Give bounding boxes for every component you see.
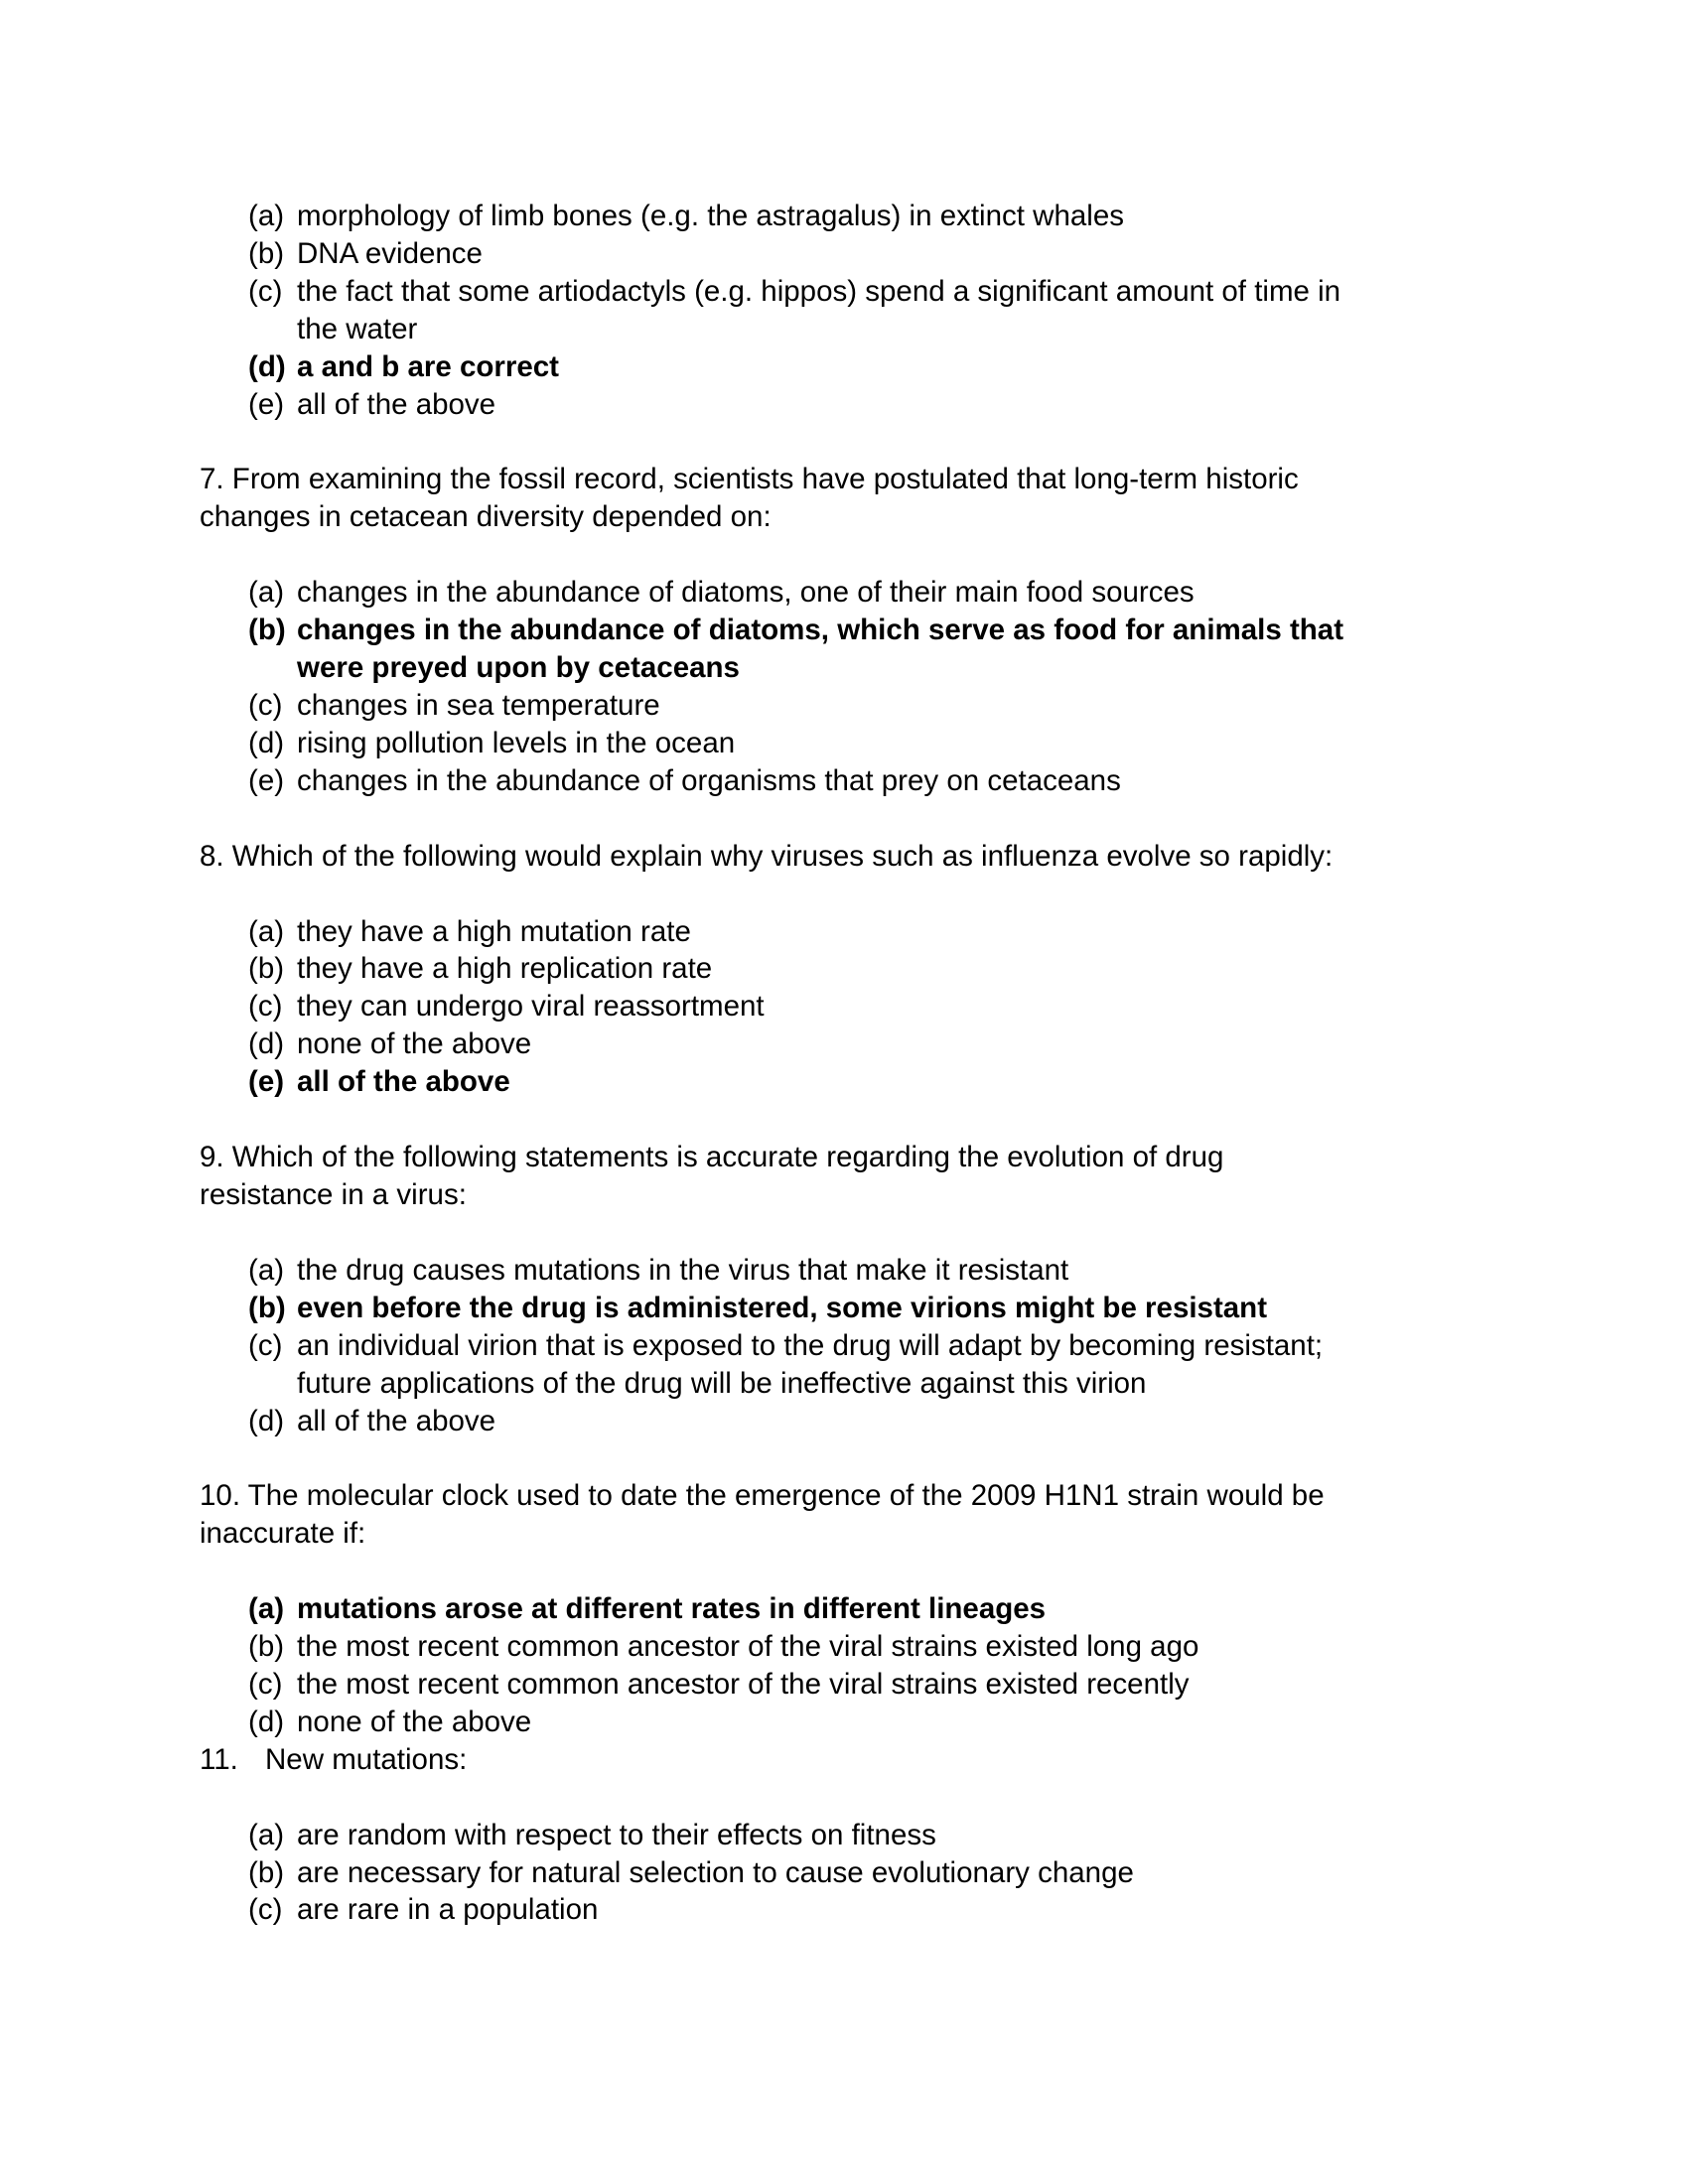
option-d — [0, 725, 1688, 762]
option-text: changes in sea temperature — [297, 688, 660, 722]
option-text: all of the above — [297, 387, 496, 421]
spacer — [0, 1439, 1688, 1477]
spacer — [0, 1553, 1688, 1590]
option-c — [0, 1327, 1688, 1365]
option-e-correct-answer — [0, 1063, 1688, 1101]
option-label: (a) — [248, 1253, 285, 1287]
option-d — [0, 1025, 1688, 1063]
option-b-correct-answer — [0, 1290, 1688, 1327]
spacer — [0, 1101, 1688, 1139]
option-c — [0, 687, 1688, 725]
option-b-correct-answer — [0, 612, 1688, 649]
option-text: none of the above — [297, 1705, 532, 1738]
spacer — [0, 536, 1688, 574]
option-label: (c) — [248, 1328, 283, 1362]
question-11 — [0, 1741, 1688, 1930]
option-e — [0, 386, 1688, 424]
option-text: changes in the abundance of diatoms, one of their main food sources — [297, 576, 1195, 610]
option-label: (b) — [248, 1291, 286, 1324]
option-label: (b) — [248, 1630, 285, 1664]
option-d — [0, 1704, 1688, 1741]
option-text: rising pollution levels in the ocean — [297, 726, 736, 759]
question-8 — [0, 838, 1688, 1101]
option-text: they have a high mutation rate — [297, 914, 691, 948]
option-label: (a) — [248, 914, 285, 948]
question-prompt: 7. From examining the fossil record, scientists have postulated that long-term historic — [200, 463, 1299, 496]
option-label: (d) — [248, 1027, 285, 1061]
option-text: an individual virion that is exposed to the drug will adapt by becoming resistant; — [297, 1328, 1324, 1362]
option-c-continuation — [0, 311, 1688, 348]
spacer — [0, 876, 1688, 913]
document-page — [0, 198, 1688, 1929]
option-text: changes in the abundance of organisms that prey on cetaceans — [297, 763, 1121, 797]
option-text: morphology of limb bones (e.g. the astragalus) in extinct whales — [297, 200, 1124, 232]
question-text: New mutations: — [265, 1742, 468, 1776]
question-prompt — [0, 1741, 1688, 1779]
question-9 — [0, 1139, 1688, 1439]
question-10 — [0, 1477, 1688, 1740]
option-text: the most recent common ancestor of the viral strains existed long ago — [297, 1630, 1199, 1664]
option-label: (c) — [248, 1893, 283, 1927]
option-b — [0, 235, 1688, 273]
option-label: (c) — [248, 688, 283, 722]
option-text: they can undergo viral reassortment — [297, 990, 765, 1024]
option-text: future applications of the drug will be ineffective against this virion — [297, 1366, 1147, 1400]
spacer — [0, 1779, 1688, 1817]
option-text: are necessary for natural selection to cause evolutionary change — [297, 1855, 1134, 1889]
question-prompt: 10. The molecular clock used to date the emergence of the 2009 H1N1 strain would be — [200, 1479, 1325, 1513]
option-a — [0, 574, 1688, 612]
option-label: (c) — [248, 990, 283, 1024]
option-label: (b) — [248, 614, 286, 647]
option-text: the fact that some artiodactyls (e.g. hippos) spend a significant amount of time in — [297, 274, 1341, 308]
question-prompt-continuation: inaccurate if: — [200, 1517, 366, 1551]
option-text: none of the above — [297, 1027, 532, 1061]
option-b — [0, 1628, 1688, 1666]
option-c — [0, 1891, 1688, 1929]
option-label: (b) — [248, 1855, 285, 1889]
option-text: the most recent common ancestor of the viral strains existed recently — [297, 1667, 1190, 1701]
option-d-correct-answer — [0, 348, 1688, 386]
option-label: (a) — [248, 200, 285, 232]
option-text: a and b are correct — [297, 349, 559, 383]
option-a — [0, 198, 1688, 235]
option-label: (e) — [248, 387, 285, 421]
option-a-correct-answer — [0, 1590, 1688, 1628]
option-b — [0, 1854, 1688, 1892]
option-e — [0, 762, 1688, 800]
option-d — [0, 1403, 1688, 1440]
option-text: DNA evidence — [297, 236, 483, 270]
option-text: all of the above — [297, 1065, 510, 1099]
option-label: (a) — [248, 1592, 285, 1626]
option-b-continuation — [0, 649, 1688, 687]
option-text: are random with respect to their effects on fitness — [297, 1818, 936, 1851]
option-label: (b) — [248, 952, 285, 986]
option-c — [0, 1666, 1688, 1704]
option-label: (d) — [248, 349, 286, 383]
option-text: the water — [297, 312, 418, 345]
option-text: the drug causes mutations in the virus that make it resistant — [297, 1253, 1069, 1287]
option-a — [0, 913, 1688, 951]
option-label: (a) — [248, 576, 285, 610]
option-b — [0, 950, 1688, 988]
option-label: (c) — [248, 274, 283, 308]
option-text: even before the drug is administered, some virions might be resistant — [297, 1291, 1268, 1324]
question-prompt: 9. Which of the following statements is accurate regarding the evolution of drug — [200, 1141, 1224, 1174]
question-prompt: 8. Which of the following would explain why viruses such as influenza evolve so rapidly: — [200, 839, 1334, 873]
question-7 — [0, 461, 1688, 799]
option-c — [0, 273, 1688, 311]
option-label: (a) — [248, 1818, 285, 1851]
option-c-continuation — [0, 1365, 1688, 1403]
option-label: (d) — [248, 726, 285, 759]
option-label: (e) — [248, 1065, 285, 1099]
option-text: mutations arose at different rates in different lineages — [297, 1592, 1047, 1626]
option-label: (d) — [248, 1404, 285, 1437]
option-text: are rare in a population — [297, 1893, 599, 1927]
spacer — [0, 800, 1688, 838]
option-label: (d) — [248, 1705, 285, 1738]
question-6-options — [0, 198, 1688, 424]
option-a — [0, 1817, 1688, 1854]
option-text: they have a high replication rate — [297, 952, 713, 986]
option-text: all of the above — [297, 1404, 496, 1437]
spacer — [0, 424, 1688, 462]
question-prompt-continuation: changes in cetacean diversity depended on: — [200, 500, 772, 534]
option-text: were preyed upon by cetaceans — [297, 651, 740, 685]
option-a — [0, 1252, 1688, 1290]
option-label: (b) — [248, 236, 285, 270]
option-text: changes in the abundance of diatoms, which serve as food for animals that — [297, 614, 1344, 647]
question-number: 11. — [200, 1742, 238, 1776]
option-c — [0, 988, 1688, 1025]
question-prompt-continuation: resistance in a virus: — [200, 1177, 467, 1211]
option-label: (e) — [248, 763, 285, 797]
spacer — [0, 1214, 1688, 1252]
option-label: (c) — [248, 1667, 283, 1701]
